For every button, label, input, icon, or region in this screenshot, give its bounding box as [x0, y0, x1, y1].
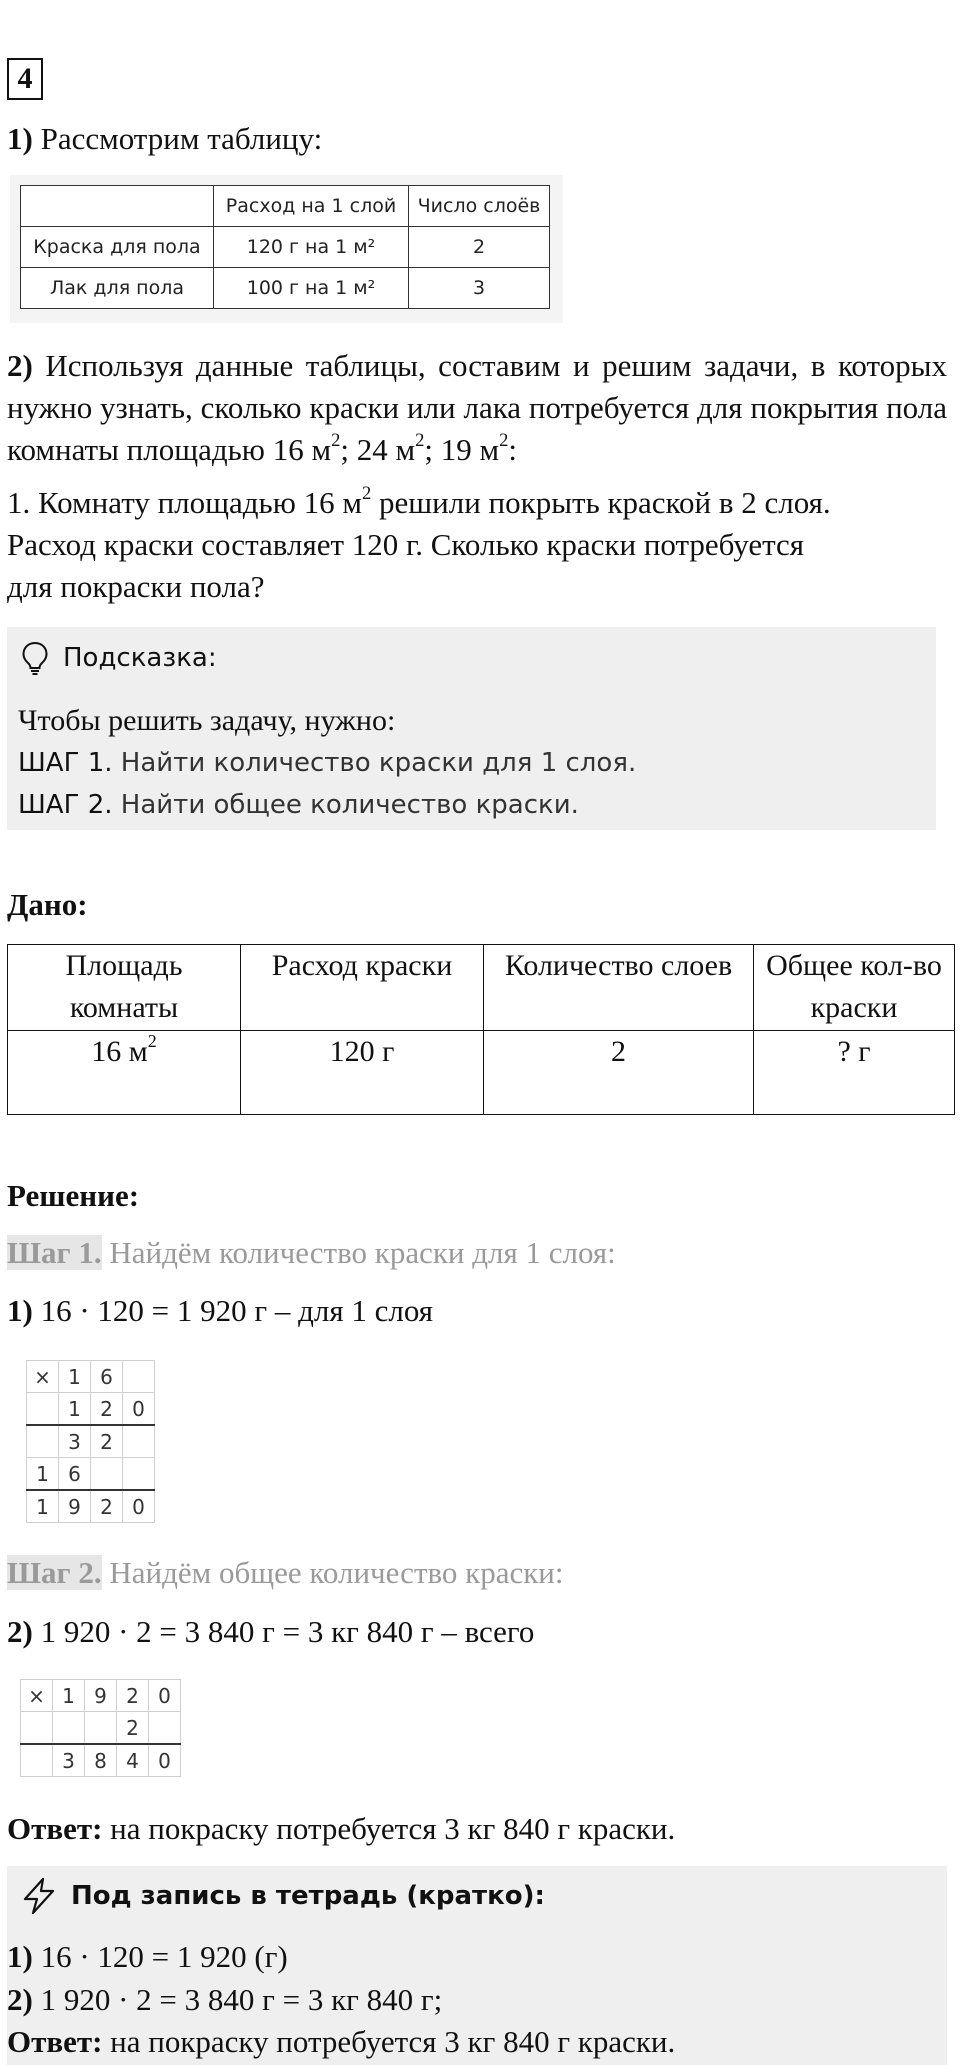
ref-cell: 3	[409, 268, 550, 309]
given-table	[7, 944, 955, 1115]
reference-table-image	[10, 175, 563, 323]
part2-text: Используя данные таблицы, составим и решим задачи, в которых нужно узнать, сколько краски или лака потребуется для покрытия пола комнаты площадью 16 м	[7, 348, 947, 467]
given-title: Дано:	[7, 887, 88, 922]
step2-label: Шаг 2.	[7, 1555, 102, 1590]
step2-text: Найдём общее количество краски:	[109, 1555, 564, 1590]
ref-cell: 120 г на 1 м²	[214, 227, 409, 268]
ref-cell: 100 г на 1 м²	[214, 268, 409, 309]
part1-text: Рассмотрим таблицу:	[40, 121, 323, 156]
answer-line	[7, 1808, 675, 1850]
notebook-answer: Ответ: на покраску потребуется 3 кг 840 г краски.	[7, 2024, 676, 2059]
notebook-box	[7, 1866, 947, 2065]
given-header-area: Площадь комнаты	[8, 945, 241, 1031]
multiplication-grid-2: × 1 9 2 0 2 3 8 4 0	[20, 1679, 181, 1777]
given-value-total: ? г	[754, 1031, 955, 1115]
step1-label: Шаг 1.	[7, 1235, 102, 1270]
lightning-icon	[19, 1876, 59, 1921]
problem-line-2: Расход краски составляет 120 г. Сколько краски потребуется	[7, 527, 805, 562]
ref-header-consumption: Расход на 1 слой	[214, 186, 409, 227]
notebook-line-1: 1) 16 · 120 = 1 920 (г)	[7, 1939, 288, 1974]
calc2-line: 2) 1 920 · 2 = 3 840 г = 3 кг 840 г – всего	[7, 1614, 535, 1649]
ref-cell: 2	[409, 227, 550, 268]
given-header-consumption: Расход краски	[241, 945, 484, 1031]
hint-step-2: ШАГ 2. Найти общее количество краски.	[18, 790, 579, 820]
part1-number: 1)	[7, 121, 33, 156]
multiplication-grid-1: × 1 6 1 2 0 3 2 1 6 1 9 2 0	[26, 1360, 155, 1523]
problem-statement	[7, 482, 947, 608]
step2-line	[7, 1552, 564, 1594]
reference-table	[20, 185, 550, 309]
notebook-line-2: 2) 1 920 · 2 = 3 840 г = 3 кг 840 г;	[7, 1982, 443, 2017]
answer-label: Ответ:	[7, 1811, 103, 1846]
step1-text: Найдём количество краски для 1 слоя:	[109, 1235, 616, 1270]
part2-number: 2)	[7, 348, 33, 383]
given-value-area: 16 $м^2$	[8, 1031, 241, 1115]
solution-title: Решение:	[7, 1178, 140, 1213]
given-header-layers: Количество слоев	[484, 945, 754, 1031]
ref-header-layers: Число слоёв	[409, 186, 550, 227]
ref-cell: Лак для пола	[21, 268, 214, 309]
problem-line-1: 1. Комнату площадью 16 $м^2$ решили покрыть краской в 2 слоя.	[7, 482, 831, 520]
given-value-consumption: 120 г	[241, 1031, 484, 1115]
ref-header-empty	[21, 186, 214, 227]
part2-paragraph: 2) Используя данные таблицы, составим и решим задачи, в которых нужно узнать, сколько краски или лака потребуется для покрытия пола комнаты площадью 16 $м^2$; 24 $м^2$; 19 $м^2$:	[7, 348, 947, 467]
calc1-line: 1) 16 · 120 = 1 920 г – для 1 слоя	[7, 1293, 433, 1328]
given-value-layers: 2	[484, 1031, 754, 1115]
hint-title: Подсказка:	[63, 643, 217, 673]
notebook-title: Под запись в тетрадь (кратко):	[71, 1881, 545, 1911]
task-number: 4	[7, 58, 43, 100]
hint-step-1: ШАГ 1. Найти количество краски для 1 слоя.	[18, 748, 637, 778]
hint-box	[7, 627, 936, 830]
given-header-total: Общее кол-во краски	[754, 945, 955, 1031]
answer-text: на покраску потребуется 3 кг 840 г краски.	[110, 1811, 676, 1846]
ref-cell: Краска для пола	[21, 227, 214, 268]
problem-line-3: для покраски пола?	[7, 569, 265, 604]
step1-line	[7, 1232, 616, 1274]
lightbulb-icon	[21, 641, 49, 680]
part1-line	[7, 118, 947, 160]
hint-intro: Чтобы решить задачу, нужно:	[18, 704, 396, 737]
